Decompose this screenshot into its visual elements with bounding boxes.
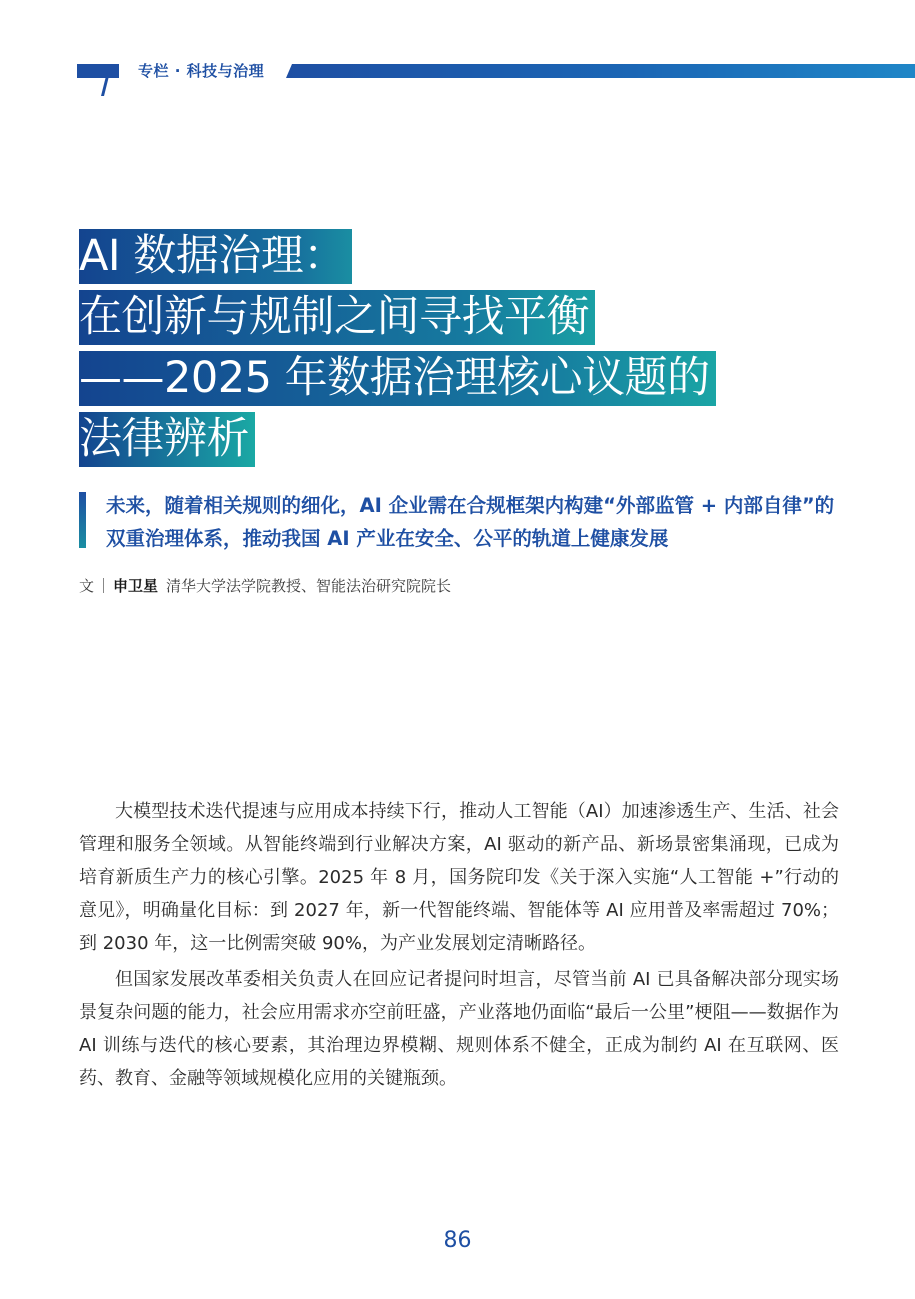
body-paragraph-1: 大模型技术迭代提速与应用成本持续下行，推动人工智能（AI）加速渗透生产、生活、社会管理和服务全领域。从智能终端到行业解决方案，AI 驱动的新产品、新场景密集涌现，已成为培育新质生产力的核心引擎。2025 年 8 月，国务院印发《关于深入实施“人工智能 +”行动的意见》，明确量化目标：到 2027 年，新一代智能终端、智能体等 AI 应用普及率需超过 70%；到 2030 年，这一比例需突破 90%，为产业发展划定清晰路径。 (79, 801, 839, 954)
author-affiliation: 清华大学法学院教授、智能法治研究院院长 (166, 577, 452, 595)
byline-prefix: 文 (79, 577, 95, 595)
title-line-3: ——2025 年数据治理核心议题的 (79, 351, 716, 406)
page-number: 86 (443, 1228, 472, 1253)
article-title (79, 229, 716, 473)
title-line-4: 法律辨析 (79, 412, 255, 467)
byline (79, 575, 451, 597)
header-gradient-bar (286, 64, 915, 78)
title-line-2: 在创新与规制之间寻找平衡 (79, 290, 595, 345)
body-paragraph-2: 但国家发展改革委相关负责人在回应记者提问时坦言，尽管当前 AI 已具备解决部分现实场景复杂问题的能力，社会应用需求亦空前旺盛，产业落地仍面临“最后一公里”梗阻——数据作为 AI 训练与迭代的核心要素，其治理边界模糊、规则体系不健全，正成为制约 AI 在互联网、医药、教育、金融等领域规模化应用的关键瓶颈。 (79, 969, 839, 1089)
header-accent-block (77, 64, 119, 78)
author-name: 申卫星 (113, 577, 159, 595)
section-label: 专栏 · 科技与治理 (138, 62, 265, 80)
byline-separator (103, 578, 104, 593)
article-subtitle: 未来，随着相关规则的细化，AI 企业需在合规框架内构建“外部监管 + 内部自律”的双重治理体系，推动我国 AI 产业在安全、公平的轨道上健康发展 (106, 494, 835, 550)
subtitle-accent-bar (79, 492, 86, 548)
article-body (79, 795, 839, 1098)
title-line-1: AI 数据治理： (79, 229, 352, 284)
